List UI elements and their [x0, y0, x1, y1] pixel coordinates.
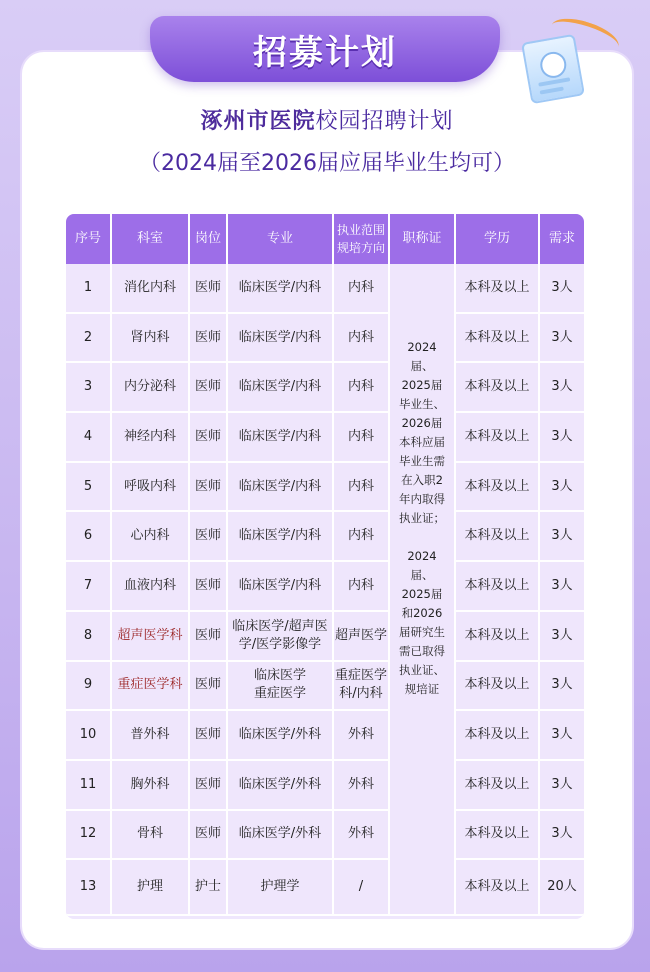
cell-scope: 重症医学科/内科: [334, 662, 390, 712]
cell-scope: 内科: [334, 463, 390, 513]
cell-scope: 内科: [334, 413, 390, 463]
cell-major: 临床医学/外科: [228, 711, 334, 761]
cell-scope: 超声医学: [334, 612, 390, 662]
cell-need: 3人: [540, 314, 584, 364]
cell-dept: 呼吸内科: [112, 463, 190, 513]
cell-no: 1: [66, 264, 112, 314]
cell-need: 3人: [540, 662, 584, 712]
cell-post: 医师: [190, 363, 228, 413]
cell-post: 医师: [190, 761, 228, 811]
cell-edu: 本科及以上: [456, 363, 540, 413]
cell-edu: 本科及以上: [456, 711, 540, 761]
cell-post: 医师: [190, 662, 228, 712]
header-major: 专业: [228, 214, 334, 264]
cell-scope: 内科: [334, 512, 390, 562]
table-row: [66, 363, 584, 413]
table-row: [66, 413, 584, 463]
cell-dept: 肾内科: [112, 314, 190, 364]
cell-no: 8: [66, 612, 112, 662]
cell-post: 医师: [190, 512, 228, 562]
cell-major: 临床医学/内科: [228, 413, 334, 463]
cell-need: 3人: [540, 512, 584, 562]
cell-major: 临床医学/外科: [228, 761, 334, 811]
cell-post: 医师: [190, 562, 228, 612]
cell-scope: 内科: [334, 363, 390, 413]
cell-need: 3人: [540, 562, 584, 612]
cell-no: 12: [66, 811, 112, 861]
cell-need: 20人: [540, 860, 584, 916]
cell-edu: 本科及以上: [456, 413, 540, 463]
cell-scope: 内科: [334, 562, 390, 612]
cell-cert-merged: [390, 264, 456, 916]
table-row: [66, 612, 584, 662]
header-edu: 学历: [456, 214, 540, 264]
cell-dept: 神经内科: [112, 413, 190, 463]
cell-dept: 普外科: [112, 711, 190, 761]
recruitment-table: [66, 214, 584, 919]
cell-no: 13: [66, 860, 112, 916]
cell-major: 临床医学/内科: [228, 463, 334, 513]
header-cert: 职称证: [390, 214, 456, 264]
cell-edu: 本科及以上: [456, 811, 540, 861]
cell-edu: 本科及以上: [456, 612, 540, 662]
header-scope: 执业范围 规培方向: [334, 214, 390, 264]
cell-major: 临床医学 重症医学: [228, 662, 334, 712]
cell-no: 10: [66, 711, 112, 761]
cell-post: 护士: [190, 860, 228, 916]
table-row: [66, 264, 584, 314]
cell-scope: 外科: [334, 711, 390, 761]
cell-no: 6: [66, 512, 112, 562]
cell-need: 3人: [540, 264, 584, 314]
header-need: 需求: [540, 214, 584, 264]
cell-dept: 内分泌科: [112, 363, 190, 413]
cell-no: 2: [66, 314, 112, 364]
cell-major: 临床医学/内科: [228, 363, 334, 413]
cell-need: 3人: [540, 711, 584, 761]
cell-edu: 本科及以上: [456, 761, 540, 811]
cell-dept: 骨科: [112, 811, 190, 861]
cell-post: 医师: [190, 314, 228, 364]
table-row: [66, 860, 584, 916]
cell-major: 临床医学/外科: [228, 811, 334, 861]
cell-post: 医师: [190, 811, 228, 861]
banner-title: 招募计划: [253, 32, 397, 73]
page-subtitle: （2024届至2026届应届毕业生均可）: [139, 151, 515, 176]
cell-no: 4: [66, 413, 112, 463]
cell-scope: 外科: [334, 811, 390, 861]
cell-no: 5: [66, 463, 112, 513]
table-row: [66, 512, 584, 562]
id-badge-icon: [521, 34, 585, 104]
cell-edu: 本科及以上: [456, 314, 540, 364]
cell-dept: 护理: [112, 860, 190, 916]
cell-edu: 本科及以上: [456, 662, 540, 712]
cell-edu: 本科及以上: [456, 512, 540, 562]
cell-dept: 消化内科: [112, 264, 190, 314]
cell-post: 医师: [190, 413, 228, 463]
cell-dept: 血液内科: [112, 562, 190, 612]
hospital-name: 涿州市医院: [200, 109, 316, 134]
cell-scope: /: [334, 860, 390, 916]
header-no: 序号: [66, 214, 112, 264]
banner: [150, 16, 500, 82]
table-row: [66, 811, 584, 861]
table-header-row: [66, 214, 584, 264]
cell-post: 医师: [190, 711, 228, 761]
cert-note-1: 2024届、2025届毕业生、2026届本科应届毕业生需在入职2年内取得执业证；: [399, 340, 445, 525]
cell-dept: 胸外科: [112, 761, 190, 811]
cell-scope: 内科: [334, 314, 390, 364]
cell-post: 医师: [190, 612, 228, 662]
cell-need: 3人: [540, 363, 584, 413]
cell-major: 临床医学/内科: [228, 314, 334, 364]
cell-dept: 心内科: [112, 512, 190, 562]
cell-dept: 重症医学科: [112, 662, 190, 712]
table-row: [66, 314, 584, 364]
cell-major: 临床医学/内科: [228, 562, 334, 612]
header-post: 岗位: [190, 214, 228, 264]
cell-edu: 本科及以上: [456, 264, 540, 314]
table-row: [66, 463, 584, 513]
cell-scope: 外科: [334, 761, 390, 811]
cell-need: 3人: [540, 413, 584, 463]
cell-scope: 内科: [334, 264, 390, 314]
cell-need: 3人: [540, 612, 584, 662]
cell-edu: 本科及以上: [456, 562, 540, 612]
cell-post: 医师: [190, 463, 228, 513]
cell-major: 临床医学/内科: [228, 512, 334, 562]
cell-no: 9: [66, 662, 112, 712]
header-dept: 科室: [112, 214, 190, 264]
cell-no: 11: [66, 761, 112, 811]
cert-note-2: 2024届、2025届和2026届研究生需已取得执业证、规培证: [399, 549, 445, 696]
cell-edu: 本科及以上: [456, 860, 540, 916]
cell-need: 3人: [540, 811, 584, 861]
cell-dept: 超声医学科: [112, 612, 190, 662]
table-row: [66, 662, 584, 712]
title-rest: 校园招聘计划: [315, 109, 454, 134]
cell-post: 医师: [190, 264, 228, 314]
cell-major: 护理学: [228, 860, 334, 916]
table-row: [66, 711, 584, 761]
cell-need: 3人: [540, 761, 584, 811]
cell-no: 7: [66, 562, 112, 612]
cell-edu: 本科及以上: [456, 463, 540, 513]
cell-need: 3人: [540, 463, 584, 513]
table-row: [66, 761, 584, 811]
cell-no: 3: [66, 363, 112, 413]
cell-major: 临床医学/内科: [228, 264, 334, 314]
page-title: [22, 104, 632, 135]
cell-major: 临床医学/超声医学/医学影像学: [228, 612, 334, 662]
table-row: [66, 562, 584, 612]
